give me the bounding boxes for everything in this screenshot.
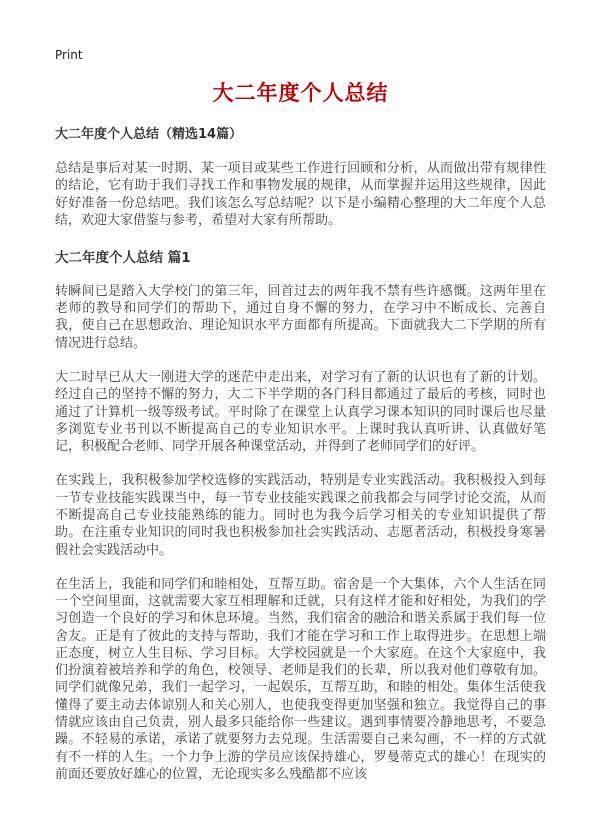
paragraph: 转瞬间已是踏入大学校门的第三年，回首过去的两年我不禁有些许感慨。这两年里在老师的教导和同学们的帮助下，通过自身不懈的努力，在学习中不断成长、完善自我，使自己在思想政治、理论知识水平方面都有所提高。下面就我大二下学期的所有情况进行总结。 xyxy=(55,283,546,351)
article-subtitle: 大二年度个人总结（精选14篇） xyxy=(55,127,243,143)
paragraph: 在生活上，我能和同学们和睦相处，互帮互助。宿舍是一个大集体，六个人生活在同一个空间里面，这就需要大家互相理解和迁就，只有这样才能和好相处，为我们的学习创造一个良好的学习和休息环境。当然，我们宿舍的融洽和谐关系属于我们每一位舍友。正是有了彼此的支持与帮助，我们才能在学习和工作上取得进步。在思想上端正态度，树立人生目标、学习目标。大学校园就是一个大家庭。在这个大家庭中，我们扮演着被培养和学的角色，校领导、老师是我们的长辈，所以我对他们尊敬有加。同学们就像兄弟，我们一起学习，一起娱乐，互帮互助，和睦的相处。集体生活使我懂得了要主动去体谅别人和关心别人，也使我变得更加坚强和独立。我觉得自己的事情就应该由自己负责，别人最多只能给你一些建议。遇到事情要冷静地思考，不要急躁。不轻易的承诺，承诺了就要努力去兑现。生活需要自己来勾画，不一样的方式就有不一样的人生。一个力争上游的学员应该保持雄心，罗曼蒂克式的雄心！在现实的前面还要放好雄心的位置，无论现实多么残酷都不应该 xyxy=(55,576,546,782)
intro-paragraph: 总结是事后对某一时期、某一项目或某些工作进行回顾和分析，从而做出带有规律性的结论，它有助于我们寻找工作和事物发展的规律，从而掌握并运用这些规律，因此好好准备一份总结吧。我们该怎么写总结呢？以下是小编精心整理的大二年度个人总结，欢迎大家借鉴与参考，希望对大家有所帮助。 xyxy=(55,161,546,229)
paragraph: 大二时早已从大一刚进大学的迷茫中走出来，对学习有了新的认识也有了新的计划。经过自己的坚持不懈的努力，大二下半学期的各门科目都通过了最后的考核，同时也通过了计算机一级等级考试。平时除了在课堂上认真学习课本知识的同时课后也尽量多浏览专业书刊以不断提高自己的专业知识水平。上课时我认真听讲、认真做好笔记，积极配合老师、同学开展各种课堂活动，并得到了老师同学们的好评。 xyxy=(55,369,546,455)
section-heading: 大二年度个人总结 篇1 xyxy=(55,250,191,267)
paragraph: 在实践上，我积极参加学校选修的实践活动，特别是专业实践活动。我积极投入到每一节专业技能实践课当中，每一节专业技能实践课之前我都会与同学讨论交流，从而不断提高自己专业技能熟练的能力。同时也为我今后学习相关的专业知识提供了帮助。在注重专业知识的同时我也积极参加社会实践活动、志愿者活动，积极投身寒暑假社会实践活动中。 xyxy=(55,473,546,558)
print-link[interactable]: Print xyxy=(55,48,83,62)
page-title: 大二年度个人总结 xyxy=(212,81,389,105)
